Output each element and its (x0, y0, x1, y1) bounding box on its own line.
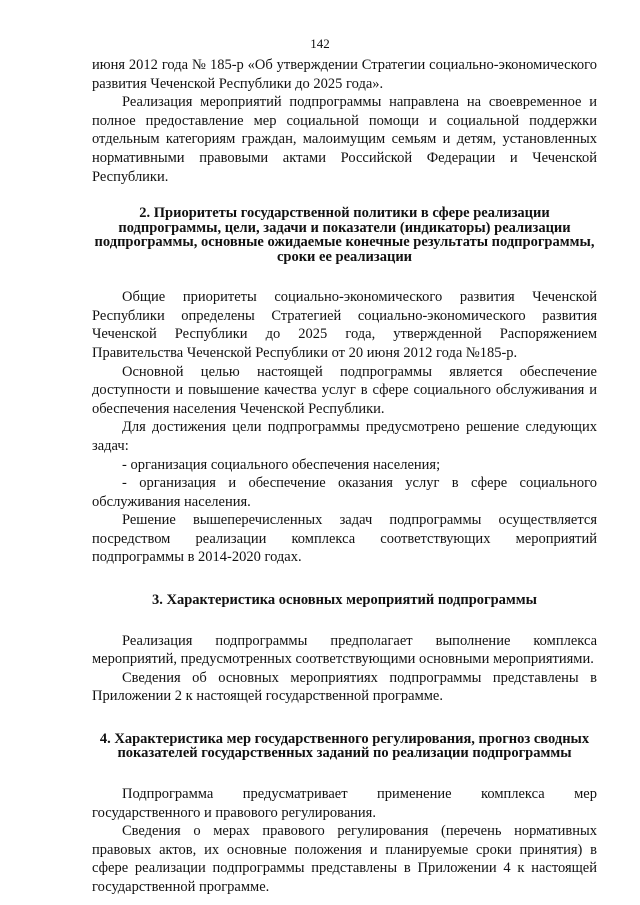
section-2-task-item: - организация и обеспечение оказания услуг в сфере социального обслуживания населения. (92, 475, 597, 510)
section-3-paragraph-appendix: Сведения об основных мероприятиях подпрограммы представлены в Приложении 2 к настоящей государственной программе. (92, 669, 597, 705)
page-body (92, 56, 597, 897)
section-2-paragraph-priorities: Общие приоритеты социально-экономического развития Чеченской Республики определены Стратегией социально-экономического развития Чеченской Республики до 2025 года, утвержденной Распоряжением Правительства Чеченской Республики от 20 июня 2012 года №185-р. (92, 289, 597, 361)
spacer (92, 264, 597, 288)
section-2-task-item: - организация социального обеспечения населения; (122, 456, 441, 473)
spacer (92, 567, 597, 593)
section-3-paragraph-measures: Реализация подпрограммы предполагает выполнение комплекса мероприятий, предусмотренных соответствующими основными мероприятиями. (92, 632, 597, 668)
section-2-heading: 2. Приоритеты государственной политики в сфере реализации подпрограммы, цели, задачи и показатели (индикаторы) реализации подпрограммы, основные ожидаемые конечные результаты подпрограммы, сроки ее реализации (94, 205, 595, 265)
section-4-heading: 4. Характеристика мер государственного регулирования, прогноз сводных показателей государственных заданий по реализации подпрограммы (99, 730, 590, 762)
section-4-paragraph-regulation: Подпрограмма предусматривает применение комплекса мер государственного и правового регулирования. (92, 785, 597, 821)
page-number: 142 (310, 36, 330, 51)
section-3-heading: 3. Характеристика основных мероприятий подпрограммы (152, 592, 537, 609)
section-2-paragraph-tasks-intro: Для достижения цели подпрограммы предусмотрено решение следующих задач: (92, 419, 597, 454)
section-4-paragraph-legal-acts: Сведения о мерах правового регулирования (перечень нормативных правовых актов, их основные положения и планируемые сроки принятия) в сфере реализации подпрограммы представлены в Приложении 4 к настоящей государственной программе. (92, 823, 597, 895)
section-2-paragraph-solution: Решение вышеперечисленных задач подпрограммы осуществляется посредством реализации комплекса соответствующих мероприятий подпрограммы в 2014-2020 годах. (92, 512, 597, 566)
section-2-paragraph-goal: Основной целью настоящей подпрограммы является обеспечение доступности и повышение качества услуг в сфере социального обслуживания и обеспечения населения Чеченской Республики. (92, 363, 597, 417)
paragraph-realization-aim: Реализация мероприятий подпрограммы направлена на своевременное и полное предоставление мер социальной помощи и социальной поддержки отдельным категориям граждан, малоимущим семьям и детям, установленных нормативными правовыми актами Российской Федерации и Чеченской Республики. (92, 94, 597, 185)
spacer (92, 186, 597, 206)
paragraph-intro-continuation: июня 2012 года № 185-р «Об утверждении Стратегии социально-экономического развития Чеченской Республики до 2025 года». (92, 57, 597, 92)
spacer (92, 706, 597, 732)
spacer (92, 761, 597, 785)
spacer (92, 608, 597, 632)
